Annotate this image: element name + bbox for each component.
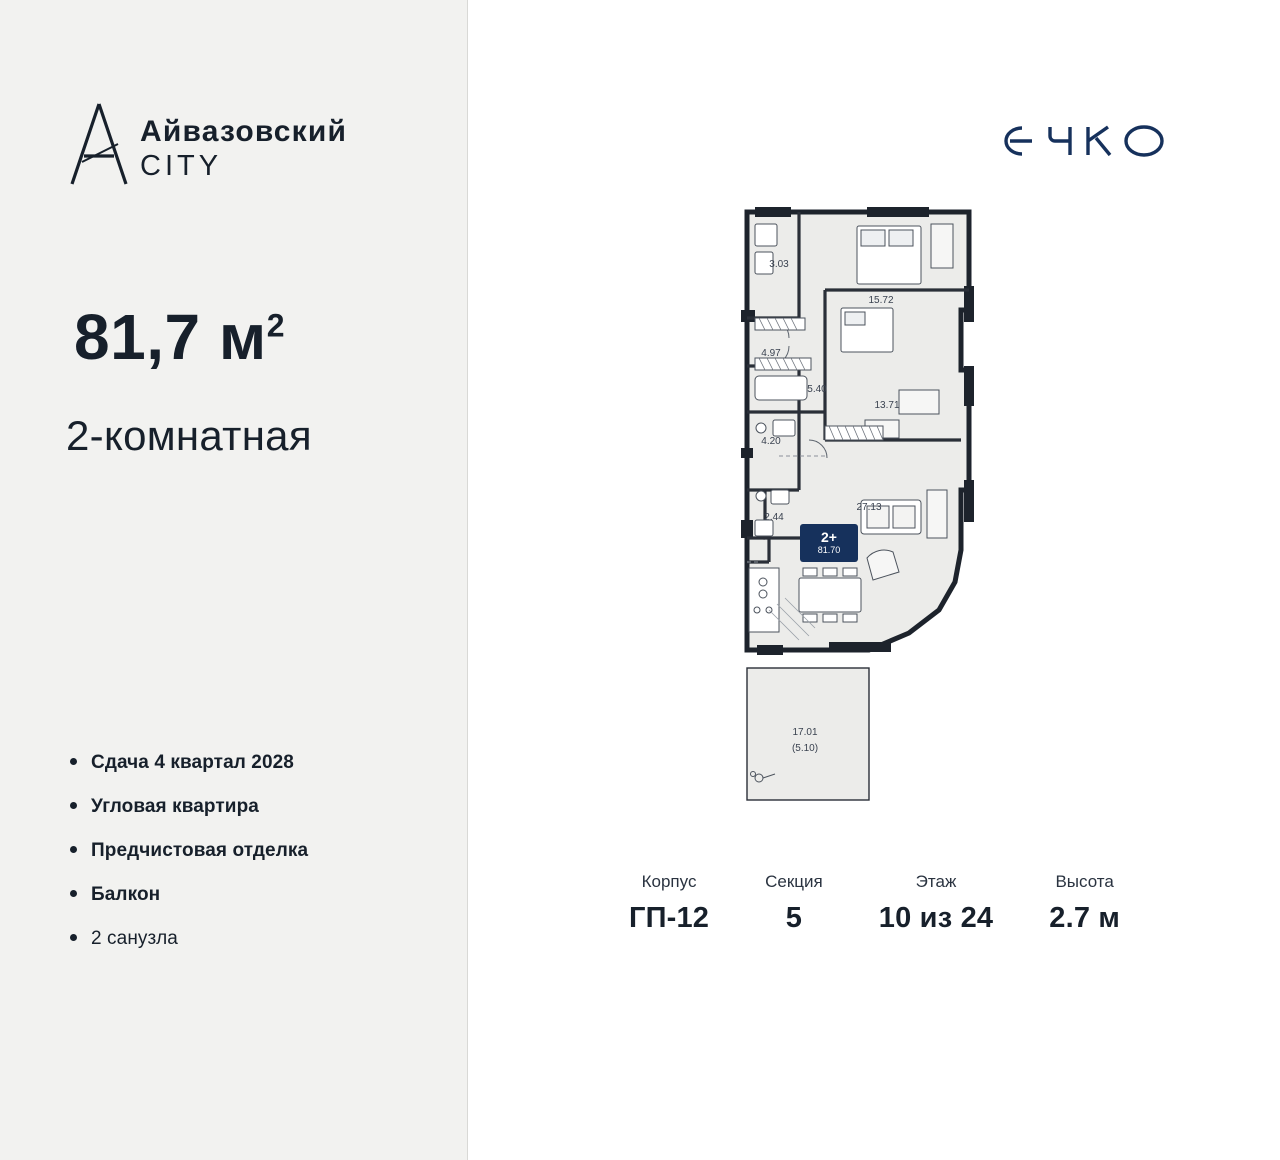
bullet-icon xyxy=(70,802,77,809)
apartment-area xyxy=(74,300,285,374)
spec-value: 2.7 м xyxy=(1049,902,1121,934)
spec-label: Корпус xyxy=(641,872,697,891)
list-item xyxy=(70,840,430,862)
room-area-label: 13.71 xyxy=(874,400,900,411)
list-item xyxy=(70,884,430,906)
room-area-label: 15.72 xyxy=(868,295,894,306)
room-area-label: (5.10) xyxy=(791,743,819,754)
room-area-label: 3.03 xyxy=(769,259,789,270)
feature-label: Балкон xyxy=(91,884,161,905)
bullet-icon xyxy=(70,890,77,897)
feature-label: Сдача 4 квартал 2028 xyxy=(91,752,294,773)
room-area-label: 17.01 xyxy=(792,727,818,738)
brand-logo xyxy=(68,100,347,188)
apartment-area-value: 81,7 м xyxy=(74,301,267,373)
bullet-icon xyxy=(70,934,77,941)
bullet-icon xyxy=(70,758,77,765)
room-area-label: 27.13 xyxy=(856,502,882,513)
plan-svg xyxy=(469,190,1280,830)
spec-section xyxy=(737,872,851,935)
specs-row xyxy=(469,872,1280,935)
bullet-icon xyxy=(70,846,77,853)
spec-floor xyxy=(851,872,1021,935)
room-area-label: 2.44 xyxy=(764,512,784,523)
feature-label: Угловая квартира xyxy=(91,796,259,817)
spec-label: Этаж xyxy=(915,872,957,891)
list-item xyxy=(70,796,430,818)
brand-subname: CITY xyxy=(140,149,223,182)
list-item xyxy=(70,928,430,950)
spec-label: Секция xyxy=(765,872,823,891)
room-area-label: 5.40 xyxy=(807,384,827,395)
plan-panel xyxy=(469,0,1280,1160)
spec-value: 10 из 24 xyxy=(878,902,994,934)
apartment-area-unit-sup: 2 xyxy=(266,307,285,344)
badge-rooms: 2+ xyxy=(821,528,837,545)
enko-logo xyxy=(992,118,1192,164)
floor-plan-drawing xyxy=(469,190,1280,830)
apartment-rooms: 2-комнатная xyxy=(66,412,312,459)
list-item xyxy=(70,752,430,774)
a-monogram-icon xyxy=(68,100,130,188)
spec-building xyxy=(601,872,737,935)
spec-label: Высота xyxy=(1055,872,1114,891)
spec-height xyxy=(1021,872,1148,935)
info-panel xyxy=(0,0,468,1160)
room-area-label: 4.20 xyxy=(761,436,781,447)
brand-name: Айвазовский xyxy=(140,115,348,148)
status-badge xyxy=(800,524,858,562)
badge-area: 81.70 xyxy=(817,545,841,556)
spec-value: 5 xyxy=(785,902,803,934)
features-list xyxy=(70,752,430,972)
room-area-label: 4.97 xyxy=(761,348,781,359)
feature-label: 2 санузла xyxy=(91,928,178,949)
spec-value: ГП-12 xyxy=(628,902,710,934)
feature-label: Предчистовая отделка xyxy=(91,840,309,861)
